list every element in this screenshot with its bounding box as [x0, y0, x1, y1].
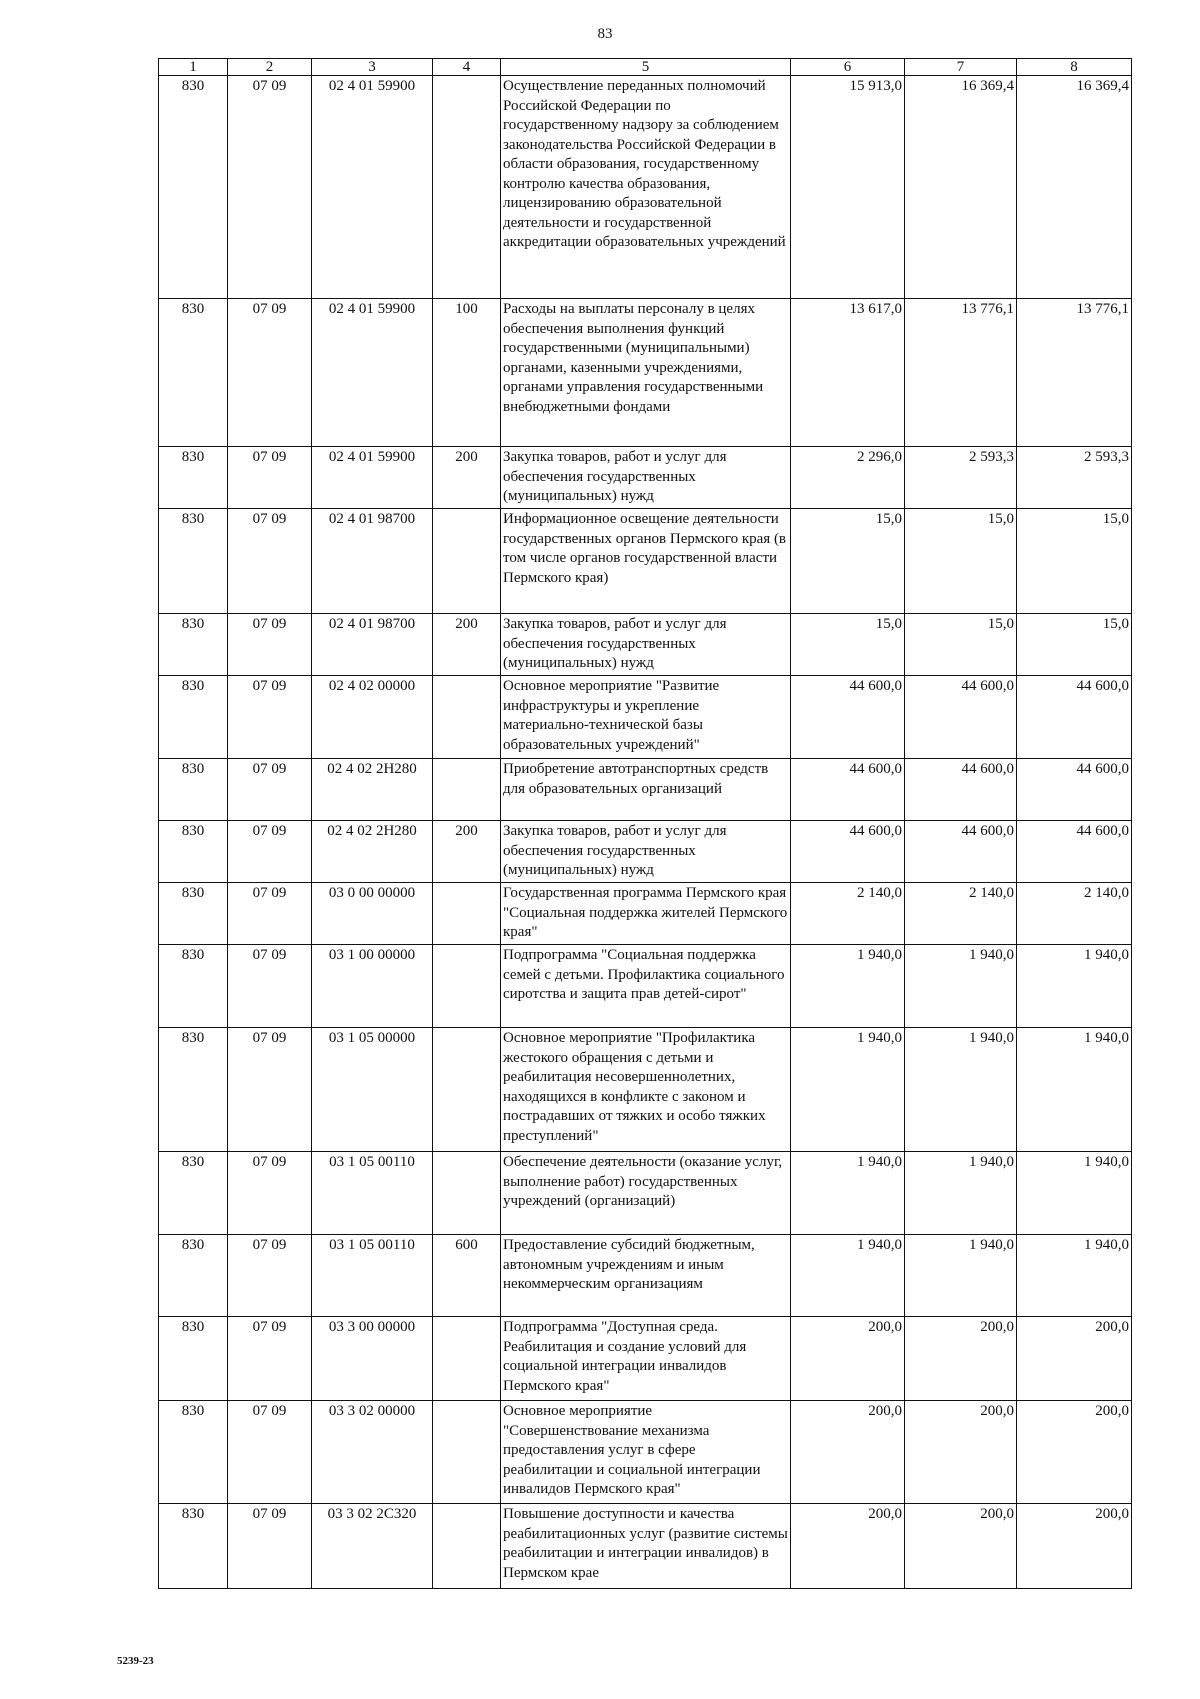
amount-cell-col7: 13 776,1	[905, 299, 1017, 447]
table-row	[159, 509, 1132, 614]
amount-cell-col8: 200,0	[1017, 1317, 1132, 1401]
section-code-cell: 07 09	[228, 1401, 312, 1504]
amount-cell-col8: 2 140,0	[1017, 883, 1132, 945]
section-code-cell: 07 09	[228, 759, 312, 821]
admin-code-cell: 830	[159, 676, 228, 759]
expense-type-cell	[433, 1504, 501, 1589]
amount-cell-col7: 15,0	[905, 614, 1017, 676]
section-code-cell: 07 09	[228, 299, 312, 447]
target-article-cell: 03 3 02 00000	[312, 1401, 433, 1504]
section-code-cell: 07 09	[228, 1504, 312, 1589]
target-article-cell: 02 4 02 2Н280	[312, 759, 433, 821]
amount-cell-col7: 1 940,0	[905, 1152, 1017, 1235]
table-row	[159, 299, 1132, 447]
description-cell: Закупка товаров, работ и услуг для обеспечения государственных (муниципальных) нужд	[501, 821, 791, 883]
target-article-cell: 03 1 00 00000	[312, 945, 433, 1028]
admin-code-cell: 830	[159, 1152, 228, 1235]
amount-cell-col6: 200,0	[791, 1317, 905, 1401]
amount-cell-col6: 15,0	[791, 509, 905, 614]
description-cell: Приобретение автотранспортных средств для образовательных организаций	[501, 759, 791, 821]
description-cell: Повышение доступности и качества реабилитационных услуг (развитие системы реабилитации и интеграции инвалидов) в Пермском крае	[501, 1504, 791, 1589]
column-header: 2	[228, 59, 312, 76]
amount-cell-col6: 13 617,0	[791, 299, 905, 447]
amount-cell-col8: 1 940,0	[1017, 1152, 1132, 1235]
expense-type-cell: 200	[433, 447, 501, 509]
description-cell: Подпрограмма "Социальная поддержка семей с детьми. Профилактика социального сиротства и защита прав детей-сирот"	[501, 945, 791, 1028]
amount-cell-col8: 200,0	[1017, 1401, 1132, 1504]
target-article-cell: 02 4 01 59900	[312, 447, 433, 509]
amount-cell-col6: 15 913,0	[791, 76, 905, 299]
admin-code-cell: 830	[159, 1401, 228, 1504]
target-article-cell: 03 3 00 00000	[312, 1317, 433, 1401]
expense-type-cell	[433, 1152, 501, 1235]
amount-cell-col6: 44 600,0	[791, 821, 905, 883]
amount-cell-col6: 200,0	[791, 1504, 905, 1589]
column-number-row	[159, 59, 1132, 76]
table-row	[159, 1504, 1132, 1589]
target-article-cell: 03 1 05 00110	[312, 1152, 433, 1235]
section-code-cell: 07 09	[228, 1028, 312, 1152]
admin-code-cell: 830	[159, 1028, 228, 1152]
target-article-cell: 02 4 01 59900	[312, 76, 433, 299]
document-code: 5239-23	[117, 1655, 154, 1667]
table-row	[159, 883, 1132, 945]
table-row	[159, 676, 1132, 759]
table-row	[159, 447, 1132, 509]
amount-cell-col6: 2 296,0	[791, 447, 905, 509]
amount-cell-col7: 200,0	[905, 1504, 1017, 1589]
expense-type-cell: 600	[433, 1235, 501, 1317]
description-cell: Государственная программа Пермского края "Социальная поддержка жителей Пермского края"	[501, 883, 791, 945]
amount-cell-col7: 15,0	[905, 509, 1017, 614]
amount-cell-col7: 2 593,3	[905, 447, 1017, 509]
amount-cell-col7: 1 940,0	[905, 1235, 1017, 1317]
amount-cell-col7: 44 600,0	[905, 759, 1017, 821]
column-header: 1	[159, 59, 228, 76]
amount-cell-col8: 15,0	[1017, 614, 1132, 676]
amount-cell-col6: 1 940,0	[791, 1152, 905, 1235]
description-cell: Основное мероприятие "Совершенствование механизма предоставления услуг в сфере реабилитации и социальной интеграции инвалидов Пермского края"	[501, 1401, 791, 1504]
admin-code-cell: 830	[159, 447, 228, 509]
amount-cell-col6: 2 140,0	[791, 883, 905, 945]
admin-code-cell: 830	[159, 299, 228, 447]
amount-cell-col8: 1 940,0	[1017, 1028, 1132, 1152]
expense-type-cell	[433, 76, 501, 299]
expense-type-cell: 200	[433, 614, 501, 676]
admin-code-cell: 830	[159, 1235, 228, 1317]
column-header: 5	[501, 59, 791, 76]
table-row	[159, 759, 1132, 821]
section-code-cell: 07 09	[228, 1152, 312, 1235]
amount-cell-col6: 15,0	[791, 614, 905, 676]
description-cell: Информационное освещение деятельности государственных органов Пермского края (в том числе органов государственной власти Пермского края)	[501, 509, 791, 614]
description-cell: Расходы на выплаты персоналу в целях обеспечения выполнения функций государственными (муниципальными) органами, казенными учреждениями, органами управления государственными внебюджетными фондами	[501, 299, 791, 447]
amount-cell-col7: 44 600,0	[905, 821, 1017, 883]
target-article-cell: 03 3 02 2С320	[312, 1504, 433, 1589]
expense-type-cell	[433, 883, 501, 945]
target-article-cell: 03 1 05 00000	[312, 1028, 433, 1152]
admin-code-cell: 830	[159, 1317, 228, 1401]
table-row	[159, 1028, 1132, 1152]
column-header: 7	[905, 59, 1017, 76]
table-row	[159, 1401, 1132, 1504]
amount-cell-col8: 44 600,0	[1017, 821, 1132, 883]
column-header: 6	[791, 59, 905, 76]
description-cell: Обеспечение деятельности (оказание услуг, выполнение работ) государственных учреждений (организаций)	[501, 1152, 791, 1235]
amount-cell-col7: 16 369,4	[905, 76, 1017, 299]
expense-type-cell	[433, 1028, 501, 1152]
amount-cell-col8: 15,0	[1017, 509, 1132, 614]
section-code-cell: 07 09	[228, 945, 312, 1028]
description-cell: Основное мероприятие "Развитие инфраструктуры и укрепление материально-технической базы образовательных учреждений"	[501, 676, 791, 759]
column-header: 8	[1017, 59, 1132, 76]
table-row	[159, 614, 1132, 676]
budget-table	[158, 58, 1132, 1589]
expense-type-cell: 100	[433, 299, 501, 447]
expense-type-cell	[433, 1401, 501, 1504]
amount-cell-col8: 1 940,0	[1017, 945, 1132, 1028]
amount-cell-col7: 200,0	[905, 1317, 1017, 1401]
amount-cell-col8: 1 940,0	[1017, 1235, 1132, 1317]
amount-cell-col8: 200,0	[1017, 1504, 1132, 1589]
target-article-cell: 02 4 01 59900	[312, 299, 433, 447]
admin-code-cell: 830	[159, 821, 228, 883]
admin-code-cell: 830	[159, 509, 228, 614]
section-code-cell: 07 09	[228, 509, 312, 614]
description-cell: Предоставление субсидий бюджетным, автономным учреждениям и иным некоммерческим организациям	[501, 1235, 791, 1317]
column-header: 4	[433, 59, 501, 76]
admin-code-cell: 830	[159, 945, 228, 1028]
table-row	[159, 76, 1132, 299]
target-article-cell: 02 4 01 98700	[312, 614, 433, 676]
section-code-cell: 07 09	[228, 76, 312, 299]
section-code-cell: 07 09	[228, 1317, 312, 1401]
expense-type-cell	[433, 509, 501, 614]
amount-cell-col7: 44 600,0	[905, 676, 1017, 759]
admin-code-cell: 830	[159, 759, 228, 821]
table-row	[159, 821, 1132, 883]
target-article-cell: 03 0 00 00000	[312, 883, 433, 945]
amount-cell-col6: 1 940,0	[791, 945, 905, 1028]
admin-code-cell: 830	[159, 1504, 228, 1589]
table-row	[159, 1235, 1132, 1317]
column-header: 3	[312, 59, 433, 76]
amount-cell-col7: 200,0	[905, 1401, 1017, 1504]
section-code-cell: 07 09	[228, 821, 312, 883]
expense-type-cell	[433, 945, 501, 1028]
table-row	[159, 1317, 1132, 1401]
target-article-cell: 03 1 05 00110	[312, 1235, 433, 1317]
section-code-cell: 07 09	[228, 1235, 312, 1317]
page-number: 83	[597, 26, 613, 42]
section-code-cell: 07 09	[228, 447, 312, 509]
admin-code-cell: 830	[159, 614, 228, 676]
section-code-cell: 07 09	[228, 883, 312, 945]
target-article-cell: 02 4 02 2Н280	[312, 821, 433, 883]
amount-cell-col8: 44 600,0	[1017, 676, 1132, 759]
description-cell: Осуществление переданных полномочий Российской Федерации по государственному надзору за соблюдением законодательства Российской Федерации в области образования, государственному контролю качества образования, лицензированию образовательной деятельности и государственной аккредитации образовательных учреждений	[501, 76, 791, 299]
amount-cell-col7: 1 940,0	[905, 1028, 1017, 1152]
amount-cell-col7: 1 940,0	[905, 945, 1017, 1028]
amount-cell-col7: 2 140,0	[905, 883, 1017, 945]
description-cell: Подпрограмма "Доступная среда. Реабилитация и создание условий для социальной интеграции инвалидов Пермского края"	[501, 1317, 791, 1401]
description-cell: Закупка товаров, работ и услуг для обеспечения государственных (муниципальных) нужд	[501, 614, 791, 676]
amount-cell-col8: 2 593,3	[1017, 447, 1132, 509]
amount-cell-col6: 44 600,0	[791, 759, 905, 821]
amount-cell-col6: 200,0	[791, 1401, 905, 1504]
amount-cell-col8: 16 369,4	[1017, 76, 1132, 299]
table-row	[159, 945, 1132, 1028]
expense-type-cell	[433, 1317, 501, 1401]
table-row	[159, 1152, 1132, 1235]
target-article-cell: 02 4 02 00000	[312, 676, 433, 759]
description-cell: Основное мероприятие "Профилактика жестокого обращения с детьми и реабилитация несовершеннолетних, находящихся в конфликте с законом и пострадавших от тяжких и особо тяжких преступлений"	[501, 1028, 791, 1152]
amount-cell-col8: 44 600,0	[1017, 759, 1132, 821]
section-code-cell: 07 09	[228, 676, 312, 759]
admin-code-cell: 830	[159, 76, 228, 299]
section-code-cell: 07 09	[228, 614, 312, 676]
amount-cell-col6: 44 600,0	[791, 676, 905, 759]
admin-code-cell: 830	[159, 883, 228, 945]
amount-cell-col6: 1 940,0	[791, 1235, 905, 1317]
expense-type-cell: 200	[433, 821, 501, 883]
amount-cell-col6: 1 940,0	[791, 1028, 905, 1152]
expense-type-cell	[433, 676, 501, 759]
expense-type-cell	[433, 759, 501, 821]
target-article-cell: 02 4 01 98700	[312, 509, 433, 614]
amount-cell-col8: 13 776,1	[1017, 299, 1132, 447]
description-cell: Закупка товаров, работ и услуг для обеспечения государственных (муниципальных) нужд	[501, 447, 791, 509]
